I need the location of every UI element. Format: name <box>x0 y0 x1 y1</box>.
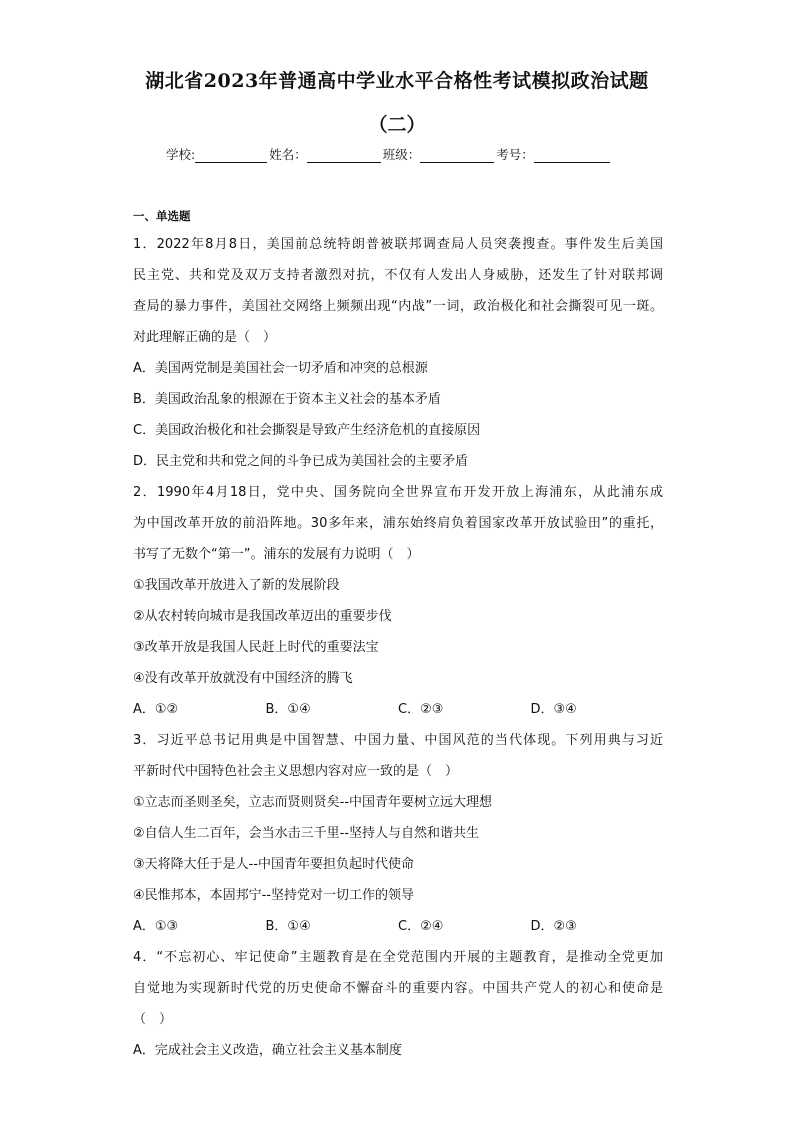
question-stem-line: （ ） <box>133 1012 173 1027</box>
answer-option-b: B．①④ <box>265 702 311 717</box>
question-1 <box>133 229 663 477</box>
statement-item: ②自信人生二百年，会当水击三千里--坚持人与自然和谐共生 <box>133 826 480 841</box>
exam-number-blank <box>534 148 610 163</box>
answer-option: C．美国政治极化和社会撕裂是导致产生经济危机的直接原因 <box>133 423 481 438</box>
question-stem-line: 4．“不忘初心、牢记使命”主题教育是在全党范围内开展的主题教育，是推动全党更加 <box>133 950 663 965</box>
question-3 <box>133 725 663 942</box>
answer-option: B．美国政治乱象的根源在于资本主义社会的基本矛盾 <box>133 392 441 407</box>
class-label: 班级： <box>382 147 421 162</box>
answer-options-row <box>133 694 663 725</box>
answer-option-a: A．①③ <box>133 919 179 934</box>
question-stem-line: 书写了无数个“第一”。浦东的发展有力说明（ ） <box>133 547 420 562</box>
answer-option: A．完成社会主义改造，确立社会主义基本制度 <box>133 1043 402 1058</box>
page-subtitle: （二） <box>368 114 426 136</box>
school-label: 学校: <box>166 147 196 162</box>
question-stem-line: 1．2022年8月8日，美国前总统特朗普被联邦调查局人员突袭搜查。事件发生后美国 <box>133 237 663 252</box>
answer-option-a: A．①② <box>133 702 179 717</box>
questions-content <box>133 229 663 1066</box>
answer-option: D．民主党和共和党之间的斗争已成为美国社会的主要矛盾 <box>133 454 469 469</box>
class-blank <box>420 148 494 163</box>
answer-options-row <box>133 911 663 942</box>
student-info-row <box>166 145 612 163</box>
question-stem-line: 对此理解正确的是（ ） <box>133 330 277 345</box>
exam-number-label: 考号： <box>496 147 534 162</box>
question-stem-line: 查局的暴力事件，美国社交网络上频频出现“内战”一词，政治极化和社会撕裂可见一斑。 <box>133 299 663 314</box>
school-blank <box>195 148 267 163</box>
page-title: 湖北省2023年普通高中学业水平合格性考试模拟政治试题 <box>145 70 649 92</box>
question-stem-line: 平新时代中国特色社会主义思想内容对应一致的是（ ） <box>133 764 459 779</box>
statement-item: ④没有改革开放就没有中国经济的腾飞 <box>133 671 353 686</box>
statement-item: ③改革开放是我国人民赶上时代的重要法宝 <box>133 640 379 655</box>
statement-item: ①我国改革开放进入了新的发展阶段 <box>133 578 340 593</box>
question-stem-line: 民主党、共和党及双万支持者激烈对抗，不仅有人发出人身威胁，还发生了针对联邦调 <box>133 268 663 283</box>
statement-item: ①立志而圣则圣矣，立志而贤则贤矣--中国青年要树立远大理想 <box>133 795 493 810</box>
section-title: 一、单选题 <box>133 209 191 223</box>
answer-option: A．美国两党制是美国社会一切矛盾和冲突的总根源 <box>133 361 428 376</box>
question-4 <box>133 942 663 1066</box>
statement-item: ④民惟邦本，本固邦宁--坚持党对一切工作的领导 <box>133 888 415 903</box>
statement-item: ②从农村转向城市是我国改革迈出的重要步伐 <box>133 609 392 624</box>
name-label: 姓名： <box>269 147 307 162</box>
question-stem-line: 自觉地为实现新时代党的历史使命不懈奋斗的重要内容。中国共产党人的初心和使命是 <box>133 981 663 996</box>
name-blank <box>307 148 381 163</box>
statement-item: ③天将降大任于是人--中国青年要担负起时代使命 <box>133 857 415 872</box>
answer-option-d: D．③④ <box>530 702 577 717</box>
question-stem-line: 为中国改革开放的前沿阵地。30多年来，浦东始终肩负着国家改革开放试验田”的重托， <box>133 516 663 531</box>
question-stem-line: 3．习近平总书记用典是中国智慧、中国力量、中国风范的当代体现。下列用典与习近 <box>133 733 663 748</box>
question-stem-line: 2．1990年4月18日，党中央、国务院向全世界宣布开发开放上海浦东，从此浦东成 <box>133 485 663 500</box>
answer-option-c: C．②④ <box>398 919 444 934</box>
answer-option-c: C．②③ <box>398 702 444 717</box>
question-2 <box>133 477 663 725</box>
answer-option-b: B．①④ <box>265 919 311 934</box>
answer-option-d: D．②③ <box>530 919 577 934</box>
